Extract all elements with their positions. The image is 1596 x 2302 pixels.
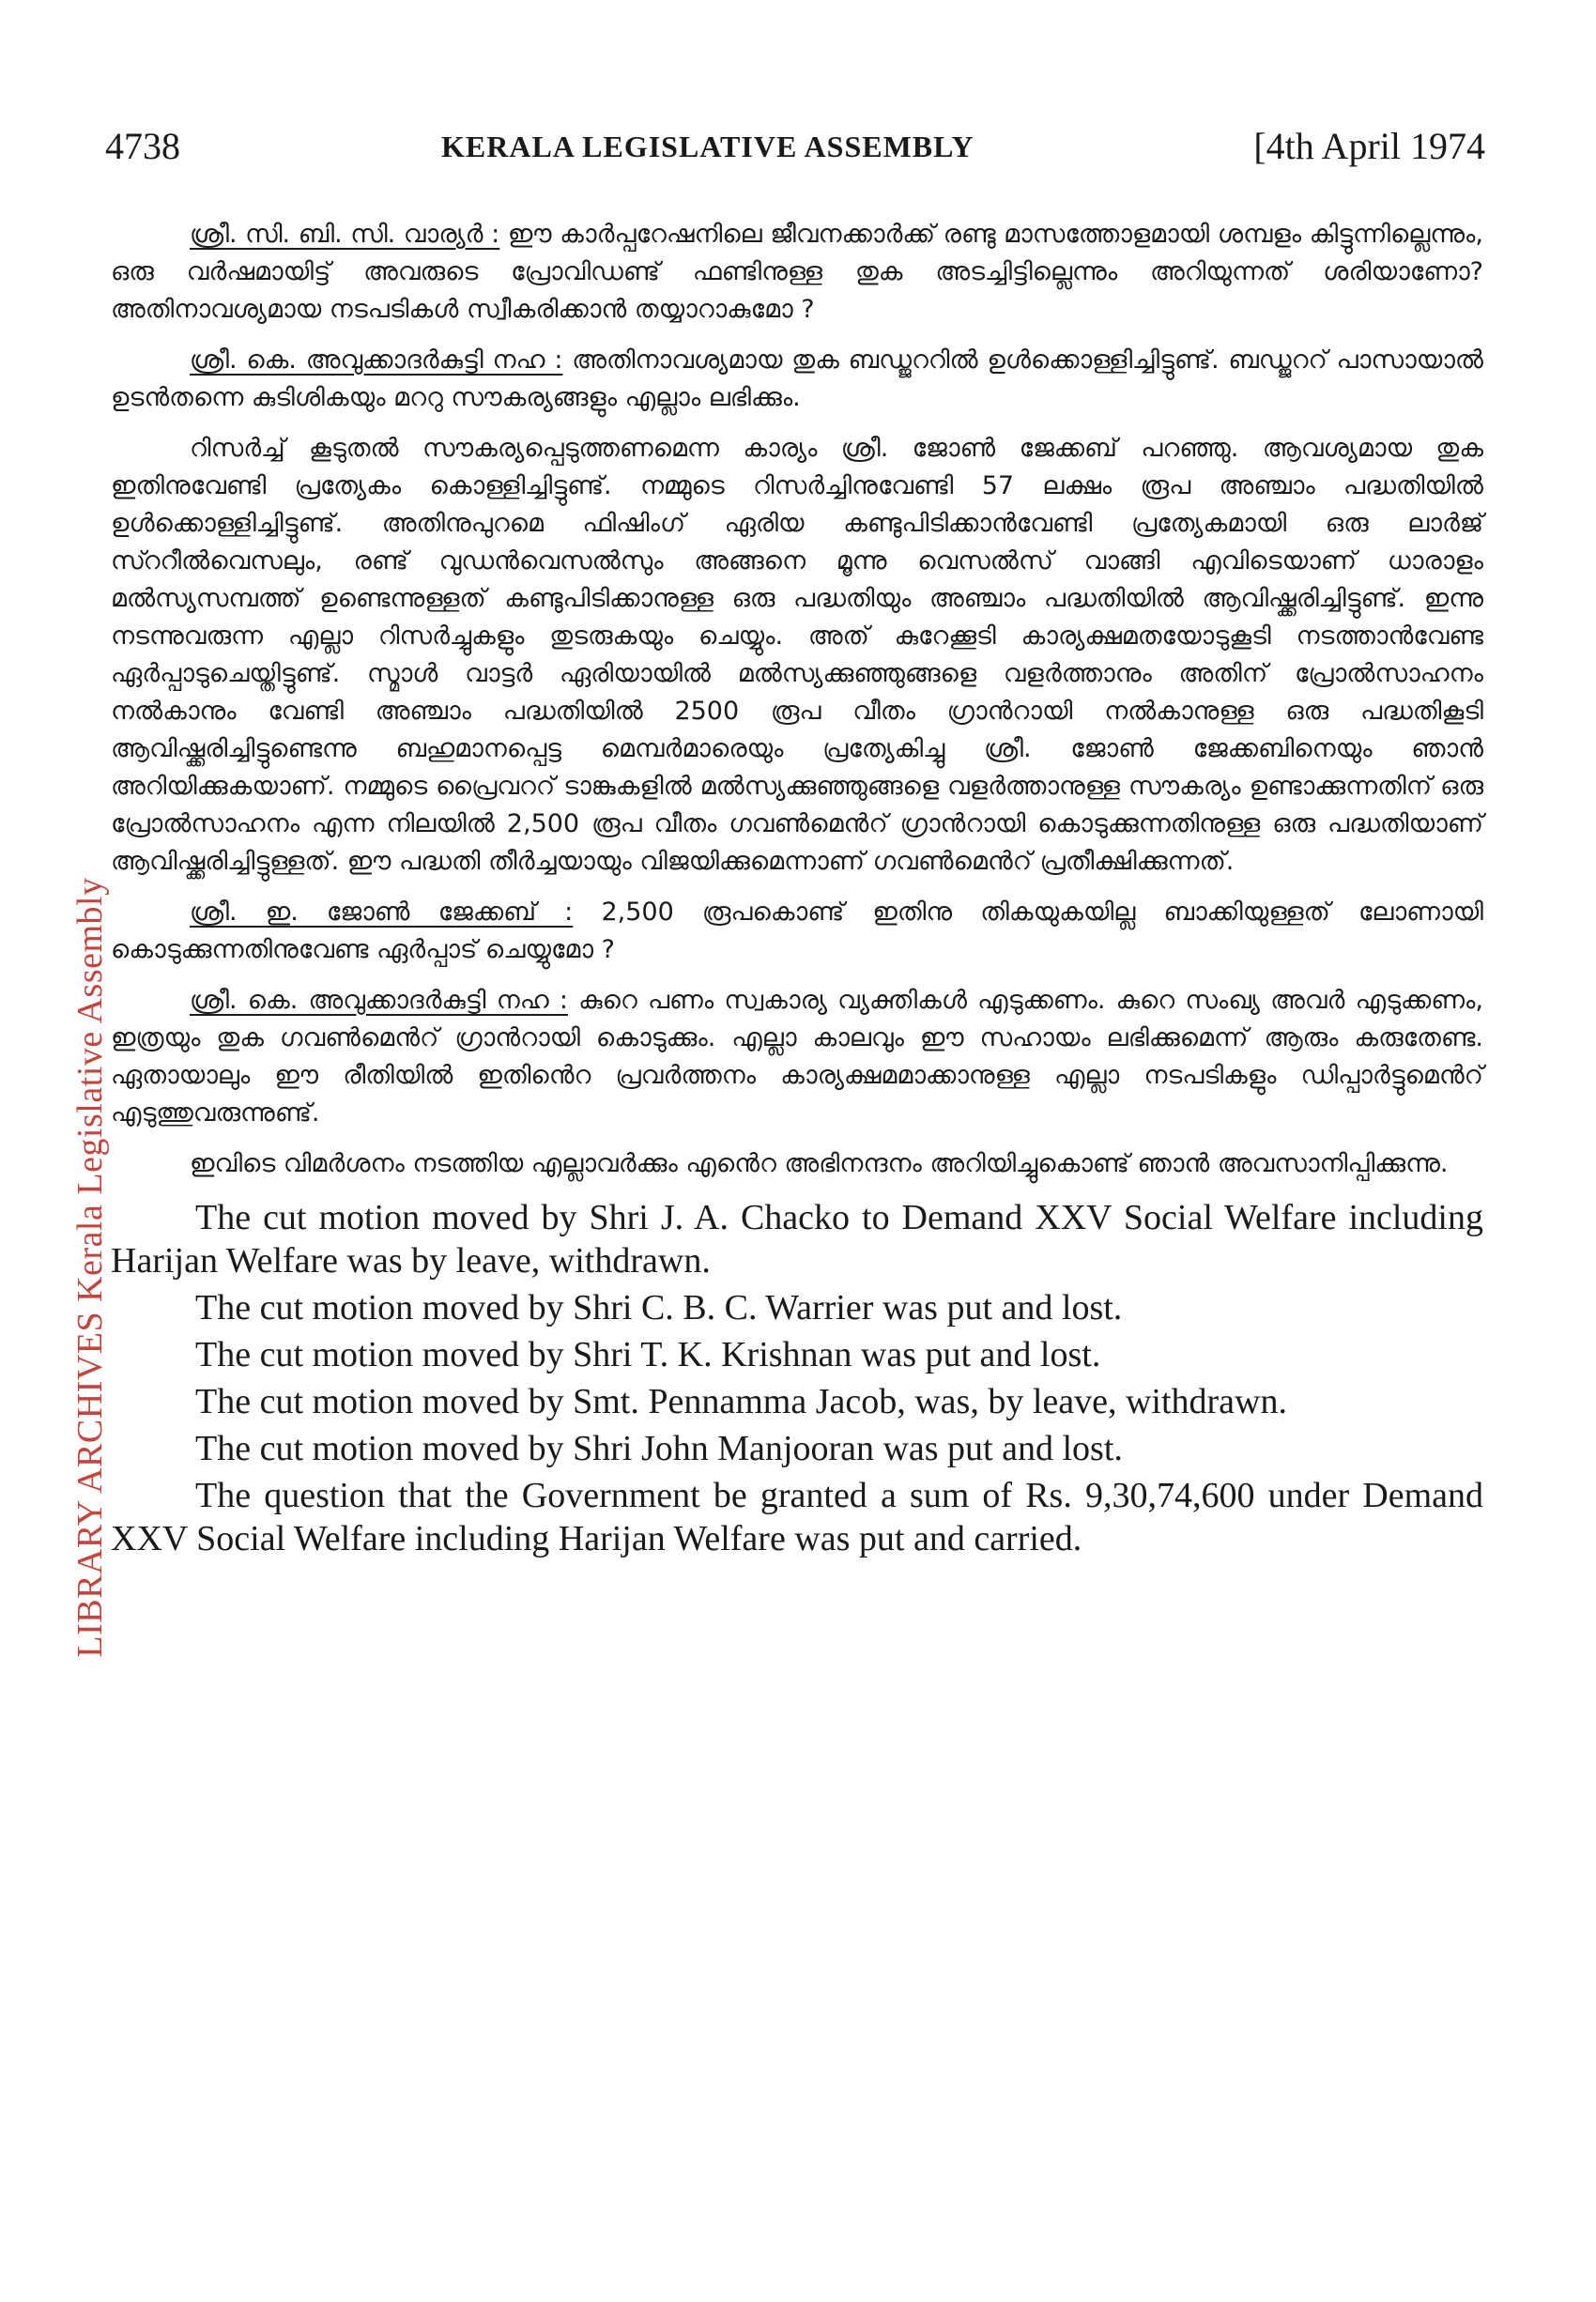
running-title: KERALA LEGISLATIVE ASSEMBLY: [441, 130, 974, 163]
speech-paragraph: [111, 216, 1483, 329]
speech-text: ഈ കാർപ്പറേഷനിലെ ജീവനക്കാർക്ക് രണ്ടു മാസത്തോളമായി ശമ്പളം കിട്ടുന്നില്ലെന്നും, ഒരു വർഷമായിട്ട് അവരുടെ പ്രോവിഡണ്ട് ഫണ്ടിനുള്ള തുക അടച്ചിട്ടില്ലെന്നും അറിയുന്നത് ശരിയാണോ? അതിനാവശ്യമായ നടപടികൾ സ്വീകരിക്കാൻ തയ്യാറാകുമോ ?: [111, 220, 1483, 324]
motion-record: The cut motion moved by Smt. Pennamma Jacob, was, by leave, withdrawn.: [195, 1382, 1287, 1421]
page-header: [105, 124, 1485, 180]
page-date: [4th April 1974: [1253, 125, 1485, 167]
speech-paragraph: [111, 894, 1483, 969]
speech-text: അതിനാവശ്യമായ തുക ബഡ്ജററിൽ ഉൾക്കൊള്ളിച്ചിട്ടുണ്ട്. ബഡ്ജററ് പാസായാൽ ഉടൻതന്നെ കുടിശികയും മററു സൗകര്യങ്ങളും എല്ലാം ലഭിക്കും.: [111, 345, 1483, 412]
speech-paragraph: [111, 342, 1483, 417]
motion-record: The cut motion moved by Shri John Manjooran was put and lost.: [195, 1429, 1123, 1468]
body-text: [111, 216, 1483, 1564]
motion-record: The cut motion moved by Shri J. A. Chacko to Demand XXV Social Welfare including Harijan Welfare was by leave, withdrawn.: [111, 1198, 1483, 1281]
speech-text: 2,500 രൂപകൊണ്ട് ഇതിനു തികയുകയില്ല ബാക്കിയുള്ളത് ലോണായി കൊടുക്കുന്നതിനുവേണ്ട ഏർപ്പാട് ചെയ്യുമോ ?: [111, 898, 1483, 964]
motion-record: The cut motion moved by Shri C. B. C. Warrier was put and lost.: [195, 1288, 1123, 1327]
page-number: 4738: [105, 125, 180, 167]
speaker-name: ശ്രീ. സി. ബി. സി. വാര്യർ :: [190, 220, 500, 249]
speaker-name: ശ്രീ. കെ. അവുക്കാദർകുട്ടി നഹ :: [190, 986, 569, 1015]
speech-paragraph: [111, 1145, 1483, 1183]
motion-record: The question that the Government be granted a sum of Rs. 9,30,74,600 under Demand XXV Social Welfare including Harijan Welfare was put and carried.: [111, 1476, 1483, 1558]
speech-paragraph: [111, 430, 1483, 881]
speech-text: കുറെ പണം സ്വകാര്യ വ്യക്തികൾ എടുക്കണം. കുറെ സംഖ്യ അവർ എടുക്കണം, ഇത്രയും തുക ഗവൺമെൻറ് ഗ്രാൻറായി കൊടുക്കും. എല്ലാ കാലവും ഈ സഹായം ലഭിക്കുമെന്ന് ആരും കരുതേണ്ട. ഏതായാലും ഈ രീതിയിൽ ഇതിൻെറ പ്രവർത്തനം കാര്യക്ഷമമാക്കാനുള്ള എല്ലാ നടപടികളും ഡിപ്പാർട്ടുമെൻറ് എടുത്തുവരുന്നുണ്ട്.: [111, 986, 1483, 1128]
speech-text: റിസർച്ച് കൂടുതൽ സൗകര്യപ്പെടുത്തണമെന്ന കാര്യം ശ്രീ. ജോൺ ജേക്കബ് പറഞ്ഞു. ആവശ്യമായ തുക ഇതിനുവേണ്ടി പ്രത്യേകം കൊള്ളിച്ചിട്ടുണ്ട്. നമ്മുടെ റിസർച്ചിനുവേണ്ടി 57 ലക്ഷം രൂപ അഞ്ചാം പദ്ധതിയിൽ ഉൾക്കൊള്ളിച്ചിട്ടുണ്ട്. അതിനുപുറമെ ഫിഷിംഗ് ഏരിയ കണ്ടുപിടിക്കാൻവേണ്ടി പ്രത്യേകമായി ഒരു ലാർജ് സ്ററീൽവെസലും, രണ്ട് വുഡൻവെസൽസും അങ്ങനെ മൂന്നു വെസൽസ് വാങ്ങി എവിടെയാണ് ധാരാളം മൽസ്യസമ്പത്ത് ഉണ്ടെന്നുള്ളത് കണ്ടുപിടിക്കാനുള്ള ഒരു പദ്ധതിയും അഞ്ചാം പദ്ധതിയിൽ ആവിഷ്ക്കരിച്ചിട്ടുണ്ട്. ഇന്നു നടന്നുവരുന്ന എല്ലാ റിസർച്ചുകളും തുടരുകയും ചെയ്യും. അത് കുറേക്കൂടി കാര്യക്ഷമതയോടുകൂടി നടത്താൻവേണ്ട ഏർപ്പാടുചെയ്തിട്ടുണ്ട്. സ്മാൾ വാട്ടർ ഏരിയായിൽ മൽസ്യക്കുഞ്ഞുങ്ങളെ വളർത്താനും അതിന് പ്രോൽസാഹനം നൽകാനും വേണ്ടി അഞ്ചാം പദ്ധതിയിൽ 2500 രൂപ വീതം ഗ്രാൻറായി നൽകാനുള്ള ഒരു പദ്ധതികൂടി ആവിഷ്ക്കരിച്ചിട്ടുണ്ടെന്നു ബഹുമാനപ്പെട്ട മെമ്പർമാരെയും പ്രത്യേകിച്ചു ശ്രീ. ജോൺ ജേക്കബിനെയും ഞാൻ അറിയിക്കുകയാണ്. നമ്മുടെ പ്രൈവററ് ടാങ്കുകളിൽ മൽസ്യക്കുഞ്ഞുങ്ങളെ വളർത്താനുള്ള സൗകര്യം ഉണ്ടാക്കുന്നതിന് ഒരു പ്രോൽസാഹനം എന്ന നിലയിൽ 2,500 രൂപ വീതം ഗവൺമെൻറ് ഗ്രാൻറായി കൊടുക്കുന്നതിനുള്ള ഒരു പദ്ധതിയാണ് ആവിഷ്ക്കരിച്ചിട്ടുള്ളത്. ഈ പദ്ധതി തീർച്ചയായും വിജയിക്കുമെന്നാണ് ഗവൺമെൻറ് പ്രതീക്ഷിക്കുന്നത്.: [111, 434, 1483, 876]
speaker-name: ശ്രീ. ഇ. ജോൺ ജേക്കബ് :: [190, 898, 574, 927]
speech-paragraph: [111, 982, 1483, 1132]
motion-record: The cut motion moved by Shri T. K. Krishnan was put and lost.: [195, 1335, 1101, 1374]
archive-watermark: LIBRARY ARCHIVES Kerala Legislative Assembly: [70, 877, 110, 1658]
speaker-name: ശ്രീ. കെ. അവുക്കാദർകുട്ടി നഹ :: [190, 345, 563, 375]
speech-text: ഇവിടെ വിമർശനം നടത്തിയ എല്ലാവർക്കും എൻെറ അഭിനന്ദനം അറിയിച്ചുകൊണ്ട് ഞാൻ അവസാനിപ്പിക്കുന്നു.: [190, 1149, 1449, 1178]
